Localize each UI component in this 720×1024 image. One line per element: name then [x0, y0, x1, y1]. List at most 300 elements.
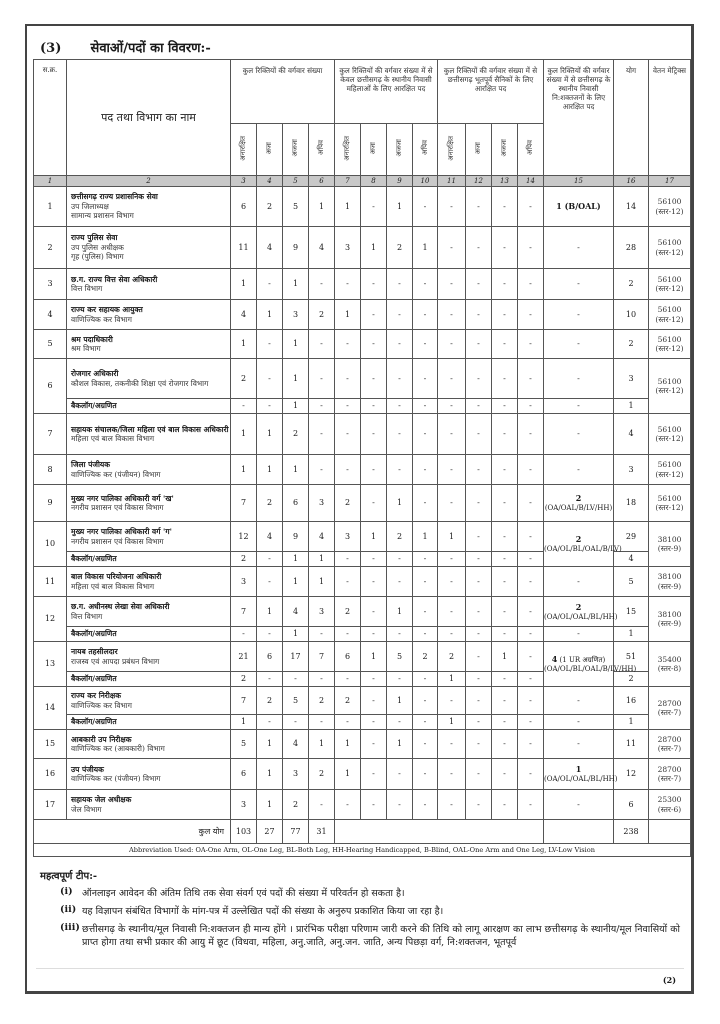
value-cell: 4 [283, 597, 309, 627]
value-cell: 5 [231, 730, 257, 759]
disabled-count: 4 [551, 654, 558, 665]
value-cell: 7 [231, 485, 257, 522]
value-cell: 2 [231, 672, 257, 687]
value-cell: - [335, 399, 361, 414]
pay-amount: 56100 [657, 334, 682, 344]
serial-number: 2 [34, 227, 67, 269]
disabled-reserved-cell [544, 359, 614, 399]
value-cell: - [257, 552, 283, 567]
value-cell: - [518, 597, 544, 627]
value-cell: - [361, 330, 387, 359]
header-category [283, 124, 309, 176]
value-cell: - [309, 715, 335, 730]
value-cell: - [257, 672, 283, 687]
value-cell: - [361, 485, 387, 522]
serial-number: 7 [34, 414, 67, 455]
pay-matrix-cell [649, 414, 691, 455]
post-name: छत्तीसगढ़ राज्य प्रशासनिक सेवा [71, 192, 158, 202]
value-cell: - [492, 227, 518, 269]
pay-matrix-cell [649, 485, 691, 522]
value-cell: - [387, 790, 413, 820]
table-row [34, 227, 691, 269]
table-row [34, 759, 691, 790]
post-name-cell [67, 269, 231, 300]
header-total: योग [614, 60, 649, 176]
value-cell: - [361, 567, 387, 597]
post-name: उप पंजीयक [71, 764, 104, 774]
value-cell: 9 [283, 227, 309, 269]
table-row [34, 522, 691, 552]
value-cell: - [518, 399, 544, 414]
value-cell: - [361, 730, 387, 759]
backlog-label: बैकलॉग/अग्रणित [67, 627, 231, 642]
note-text: छत्तीसगढ़ के स्थानीय/मूल निवासी नि:शक्तजन ही मान्य होंगे । प्रारंभिक परीक्षा परिणाम जारी करने की तिथि को लागू आरक्षण का लाभ छत्तीसगढ़ के स्थानीय/मूल निवासियों को प्राप्त होगा तथा सभी प्रकार की आयु में छूट (विधवा, महिला, अनु.जाति, अनु.जन. जाति, अन्य पिछड़ा वर्ग, नि:शक्तजन, भूतपूर्व [82, 924, 680, 948]
value-cell: 2 [413, 642, 438, 672]
value-cell: - [466, 485, 492, 522]
value-cell: - [413, 552, 438, 567]
value-cell: - [387, 300, 413, 330]
column-number: 10 [413, 176, 438, 187]
value-cell: 2 [438, 642, 466, 672]
disabled-reserved-cell [544, 790, 614, 820]
value-cell: 2 [283, 414, 309, 455]
disabled-count: 2 [575, 493, 582, 504]
category-label: अपिव [526, 140, 535, 156]
value-cell: 1 [413, 227, 438, 269]
post-name-cell [67, 642, 231, 672]
pay-matrix-cell [649, 359, 691, 414]
value-cell: - [387, 399, 413, 414]
value-cell: - [413, 790, 438, 820]
post-name: श्रम पदाधिकारी [71, 334, 113, 344]
post-name: रोजगार अधिकारी [71, 369, 119, 379]
value-cell: - [361, 627, 387, 642]
value-cell: - [518, 187, 544, 227]
value-cell: - [257, 359, 283, 399]
column-number: 16 [614, 176, 649, 187]
value-cell: 4 [309, 522, 335, 552]
value-cell: 1 [413, 522, 438, 552]
category-label: अनारक्षित [447, 135, 456, 161]
value-cell: 1 [257, 597, 283, 627]
disabled-value: - [544, 715, 614, 730]
column-number: 4 [257, 176, 283, 187]
value-cell: 1 [309, 567, 335, 597]
post-subtitle: उप जिलाध्यक्ष [71, 201, 109, 211]
column-number: 1 [34, 176, 67, 187]
pay-amount: 38100 [657, 534, 682, 544]
value-cell: 1 [257, 300, 283, 330]
value-cell: 2 [231, 552, 257, 567]
value-cell: - [335, 627, 361, 642]
value-cell: - [335, 790, 361, 820]
department-name: वित्त विभाग [71, 611, 103, 621]
disabled-value: - [577, 309, 580, 319]
pay-amount: 28700 [657, 698, 682, 708]
value-cell: - [257, 269, 283, 300]
value-cell: 1 [387, 485, 413, 522]
value-cell: 1 [309, 730, 335, 759]
pay-matrix-cell [649, 759, 691, 790]
serial-number: 5 [34, 330, 67, 359]
value-cell: 1 [231, 269, 257, 300]
post-subtitle: उप पुलिस अधीक्षक [71, 242, 124, 252]
row-total: 4 [614, 552, 649, 567]
post-name-cell [67, 300, 231, 330]
pay-matrix-cell [649, 597, 691, 642]
value-cell: 2 [257, 485, 283, 522]
column-number: 7 [335, 176, 361, 187]
disabled-reserved-cell [544, 455, 614, 485]
disabled-categories: (OA/OL/BL/OAL/B/LV) [544, 545, 622, 553]
row-total: 18 [614, 485, 649, 522]
value-cell: - [518, 687, 544, 715]
serial-number: 12 [34, 597, 67, 642]
header-category [257, 124, 283, 176]
value-cell: - [518, 552, 544, 567]
value-cell: - [492, 269, 518, 300]
row-total: 11 [614, 730, 649, 759]
value-cell: 5 [283, 687, 309, 715]
value-cell: - [309, 672, 335, 687]
value-cell: 21 [231, 642, 257, 672]
value-cell: - [438, 627, 466, 642]
table-row [34, 790, 691, 820]
value-cell: - [413, 759, 438, 790]
value-cell: - [309, 399, 335, 414]
value-cell: - [466, 759, 492, 790]
value-cell: - [413, 672, 438, 687]
serial-number: 14 [34, 687, 67, 730]
disabled-reserved-cell [544, 597, 618, 627]
serial-number: 10 [34, 522, 67, 567]
row-total: 29 [614, 522, 649, 552]
pay-level: (स्तर-12) [655, 386, 684, 395]
post-name: नायब तहसीलदार [71, 647, 118, 657]
department-name: वाणिज्यिक कर विभाग [71, 700, 132, 710]
value-cell: - [492, 759, 518, 790]
value-cell: - [518, 759, 544, 790]
table-row [34, 330, 691, 359]
value-cell: - [335, 330, 361, 359]
value-cell: 4 [257, 227, 283, 269]
table-row [34, 269, 691, 300]
disabled-value: - [577, 373, 580, 383]
value-cell: 1 [387, 187, 413, 227]
serial-number: 6 [34, 359, 67, 414]
disabled-value: - [577, 695, 580, 705]
value-cell: - [466, 552, 492, 567]
value-cell: - [335, 567, 361, 597]
value-cell: - [466, 597, 492, 627]
backlog-label: बैकलॉग/अग्रणित [67, 672, 231, 687]
note-text: ऑनलाइन आवेदन की अंतिम तिथि तक सेवा संवर्ग एवं पदों की संख्या में परिवर्तन हो सकता है। [82, 888, 405, 899]
value-cell: - [361, 455, 387, 485]
pay-amount: 56100 [657, 424, 682, 434]
value-cell: - [387, 330, 413, 359]
value-cell: - [492, 522, 518, 552]
value-cell: - [283, 672, 309, 687]
value-cell: - [492, 414, 518, 455]
row-total: 5 [614, 567, 649, 597]
department-name: नगरीय प्रशासन एवं विकास विभाग [71, 503, 164, 512]
pay-level: (स्तर-6) [657, 804, 682, 814]
grand-total-label: कुल योग [34, 820, 231, 844]
row-total: 2 [614, 269, 649, 300]
value-cell: 1 [231, 715, 257, 730]
vacancy-table [33, 59, 691, 857]
value-cell: 1 [335, 730, 361, 759]
value-cell: 2 [231, 359, 257, 399]
value-cell: - [518, 300, 544, 330]
table-row [34, 597, 691, 627]
value-cell: - [231, 627, 257, 642]
value-cell: - [466, 567, 492, 597]
value-cell: - [518, 455, 544, 485]
header-category [387, 124, 413, 176]
department-name: वित्त विभाग [71, 284, 103, 293]
value-cell: - [309, 627, 335, 642]
value-cell: - [466, 455, 492, 485]
value-cell: - [438, 597, 466, 627]
value-cell: 3 [283, 300, 309, 330]
serial-number: 1 [34, 187, 67, 227]
value-cell: 1 [283, 627, 309, 642]
value-cell: - [492, 597, 518, 627]
value-cell: - [466, 642, 492, 672]
value-cell: - [518, 359, 544, 399]
category-label: अजजा [500, 139, 509, 157]
value-cell: 3 [231, 567, 257, 597]
value-cell: 4 [257, 522, 283, 552]
category-total: 27 [257, 820, 283, 844]
serial-number: 8 [34, 455, 67, 485]
department-name: श्रम विभाग [71, 344, 101, 353]
value-cell: - [518, 522, 544, 552]
value-cell: 1 [387, 597, 413, 627]
column-number: 11 [438, 176, 466, 187]
section-heading [40, 38, 211, 56]
value-cell: - [361, 399, 387, 414]
value-cell: 2 [309, 300, 335, 330]
value-cell: - [387, 552, 413, 567]
value-cell: 1 [283, 552, 309, 567]
pay-amount: 56100 [657, 197, 682, 207]
post-name-cell [67, 455, 231, 485]
disabled-count: 1 [575, 764, 582, 775]
serial-number: 9 [34, 485, 67, 522]
post-name: जिला पंजीयक [71, 460, 111, 470]
disabled-count: 2 [575, 601, 582, 612]
post-name-cell [67, 687, 231, 715]
pay-amount: 28700 [657, 764, 682, 774]
serial-number: 4 [34, 300, 67, 330]
value-cell: - [438, 414, 466, 455]
pay-level: (स्तर-12) [655, 206, 684, 216]
post-name: सहायक संचालक/जिला महिला एवं बाल विकास अधिकारी [71, 424, 229, 434]
value-cell: - [466, 269, 492, 300]
value-cell: 1 [231, 330, 257, 359]
value-cell: - [335, 672, 361, 687]
pay-amount: 56100 [657, 238, 682, 248]
value-cell: - [413, 399, 438, 414]
value-cell: - [361, 414, 387, 455]
disabled-reserved-cell [544, 330, 614, 359]
column-number: 8 [361, 176, 387, 187]
value-cell: 1 [361, 642, 387, 672]
table-row [34, 567, 691, 597]
value-cell: - [492, 672, 518, 687]
pay-matrix-cell [649, 567, 691, 597]
value-cell: - [492, 730, 518, 759]
backlog-row [34, 627, 691, 642]
value-cell: - [257, 399, 283, 414]
value-cell: - [438, 359, 466, 399]
row-total: 10 [614, 300, 649, 330]
value-cell: 1 [335, 300, 361, 330]
pay-matrix-cell [649, 269, 691, 300]
post-name: बाल विकास परियोजना अधिकारी [71, 572, 162, 582]
table-row [34, 485, 691, 522]
post-name-cell [67, 522, 231, 552]
category-total: 31 [309, 820, 335, 844]
page-number: (2) [662, 975, 676, 985]
value-cell: 3 [309, 597, 335, 627]
value-cell: - [413, 715, 438, 730]
value-cell: 6 [231, 759, 257, 790]
column-number: 12 [466, 176, 492, 187]
value-cell: 11 [231, 227, 257, 269]
department-name: नगरीय प्रशासन एवं विकास विभाग [71, 536, 164, 546]
section-number: (3) [40, 41, 62, 56]
post-name-cell [67, 730, 231, 759]
value-cell: 1 [492, 642, 518, 672]
backlog-label: बैकलॉग/अग्रणित [67, 552, 231, 567]
value-cell: 3 [335, 522, 361, 552]
value-cell: - [283, 715, 309, 730]
value-cell: - [413, 485, 438, 522]
value-cell: - [438, 187, 466, 227]
value-cell: - [492, 687, 518, 715]
value-cell: - [492, 187, 518, 227]
category-label: अजा [265, 141, 274, 155]
value-cell: - [492, 715, 518, 730]
pay-amount: 35400 [657, 654, 682, 664]
value-cell: 1 [361, 227, 387, 269]
value-cell: - [466, 522, 492, 552]
value-cell: - [387, 715, 413, 730]
note-index: (iii) [60, 922, 80, 933]
value-cell: - [361, 269, 387, 300]
header-group-exservice: कुल रिक्तियों की वर्गवार संख्या में से छत्तीसगढ़ भूतपूर्व सैनिकों के लिए आरक्षित पद [438, 60, 544, 124]
row-total: 6 [614, 790, 649, 820]
value-cell: - [492, 399, 518, 414]
value-cell: - [387, 627, 413, 642]
note-index: (i) [60, 886, 73, 897]
department-name: वाणिज्यिक कर (पंजीयन) विभाग [71, 774, 161, 783]
pay-level: (स्तर-7) [657, 708, 682, 717]
value-cell: - [438, 269, 466, 300]
row-total: 14 [614, 187, 649, 227]
value-cell: 4 [309, 227, 335, 269]
value-cell: - [335, 455, 361, 485]
value-cell: 2 [257, 687, 283, 715]
value-cell: - [361, 300, 387, 330]
value-cell: - [387, 269, 413, 300]
department-name: महिला एवं बाल विकास विभाग [71, 581, 155, 591]
value-cell: - [335, 715, 361, 730]
value-cell: 1 [387, 687, 413, 715]
pay-matrix-cell [649, 522, 691, 567]
value-cell: 1 [257, 790, 283, 820]
post-name: छ.ग. अधीनस्थ लेखा सेवा अधिकारी [71, 602, 170, 612]
disabled-value: - [577, 429, 580, 438]
row-total: 2 [614, 330, 649, 359]
disabled-note: (1 UR अग्रणित) [559, 656, 606, 665]
table-row [34, 730, 691, 759]
value-cell: - [335, 414, 361, 455]
value-cell: 1 [283, 269, 309, 300]
pay-level: (स्तर-9) [657, 581, 682, 591]
value-cell: 1 [438, 522, 466, 552]
disabled-value: - [577, 242, 580, 252]
header-category [518, 124, 544, 176]
notes-title: महत्वपूर्ण टीप:- [40, 871, 98, 882]
pay-matrix-cell [649, 187, 691, 227]
disabled-categories: (OA/OL/OAL/BL/HH) [544, 612, 618, 621]
disabled-value: - [577, 279, 580, 288]
department-name: वाणिज्यिक कर (आबकारी) विभाग [71, 744, 165, 753]
pay-level: (स्तर-7) [657, 744, 682, 753]
column-number: 15 [544, 176, 614, 187]
value-cell: - [413, 300, 438, 330]
value-cell: - [257, 330, 283, 359]
post-name-cell [67, 597, 231, 627]
table-row [34, 455, 691, 485]
disabled-categories: (OA/OAL/B/LV/HH) [544, 504, 613, 512]
value-cell: - [438, 730, 466, 759]
value-cell: - [492, 567, 518, 597]
value-cell: 1 [257, 455, 283, 485]
value-cell: - [309, 414, 335, 455]
value-cell: - [466, 672, 492, 687]
value-cell: - [518, 627, 544, 642]
value-cell: - [438, 227, 466, 269]
value-cell: - [413, 414, 438, 455]
value-cell: - [466, 330, 492, 359]
value-cell: - [518, 730, 544, 759]
value-cell: 6 [283, 485, 309, 522]
disabled-value: - [544, 627, 614, 642]
value-cell: - [518, 567, 544, 597]
value-cell: - [309, 269, 335, 300]
value-cell: - [518, 715, 544, 730]
value-cell: - [309, 330, 335, 359]
pay-amount: 56100 [657, 493, 682, 503]
post-name: मुख्य नगर पालिका अधिकारी वर्ग 'ख' [71, 493, 174, 503]
pay-amount: 28700 [657, 734, 682, 744]
pay-amount: 38100 [657, 572, 682, 582]
value-cell: - [438, 567, 466, 597]
serial-number: 15 [34, 730, 67, 759]
row-total: 1 [614, 399, 649, 414]
value-cell: - [413, 730, 438, 759]
value-cell: - [361, 597, 387, 627]
header-category [466, 124, 492, 176]
post-name: छ.ग. राज्य वित्त सेवा अधिकारी [71, 274, 158, 284]
value-cell: 3 [283, 759, 309, 790]
abbreviation-text: Abbreviation Used: OA-One Arm, OL-One Leg, BL-Both Leg, HH-Hearing Handicapped, B-Blind, OAL-One Arm and One Leg, LV-Low Vision [34, 844, 691, 857]
